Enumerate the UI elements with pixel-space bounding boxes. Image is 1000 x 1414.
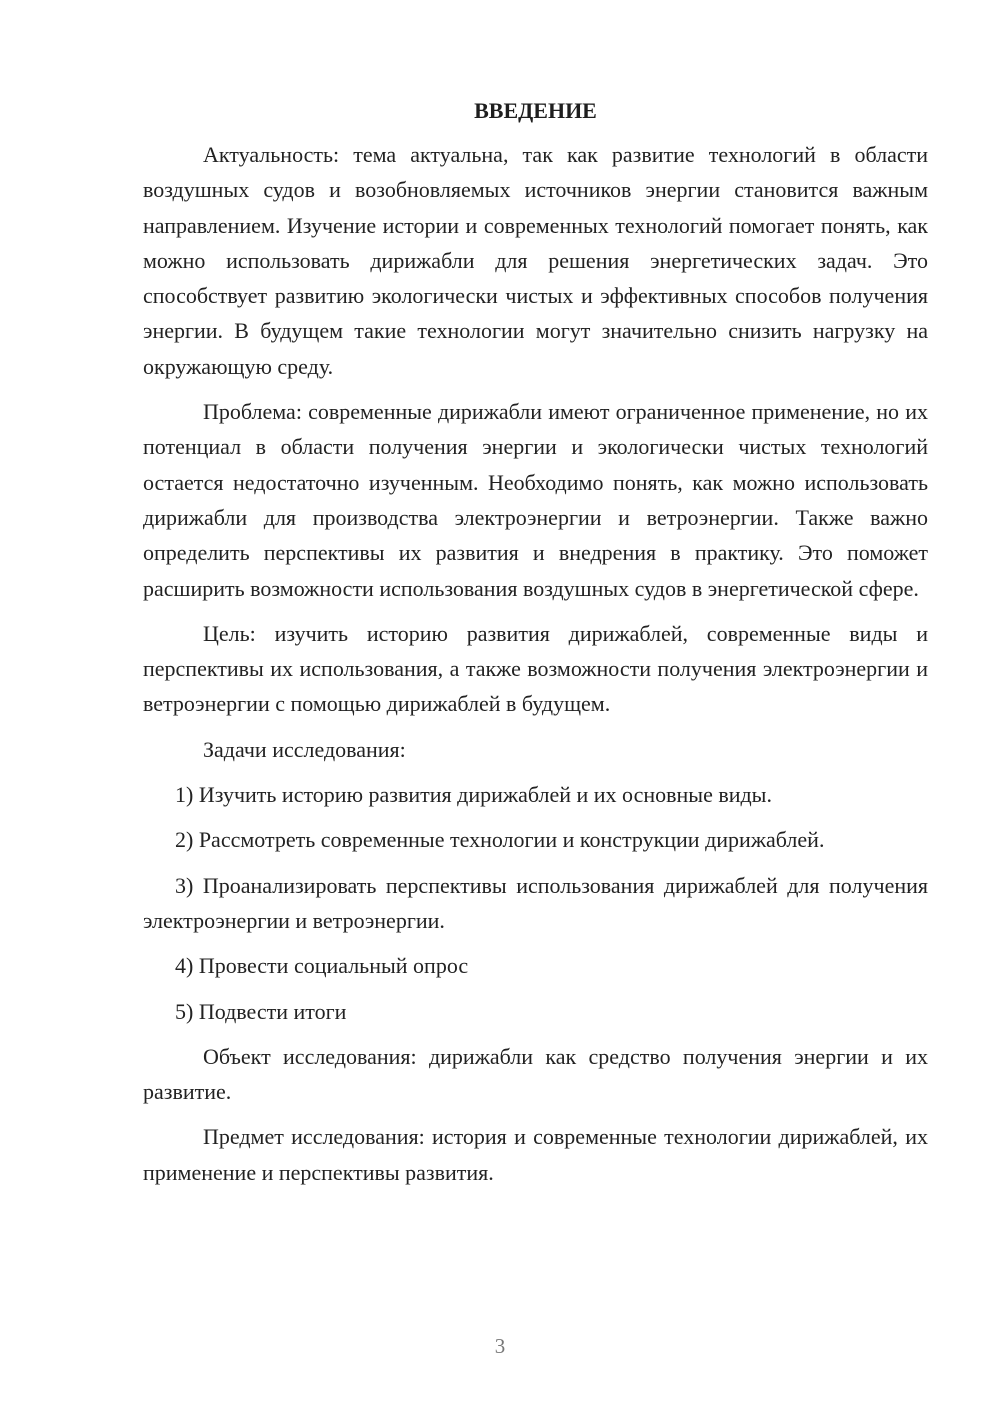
- paragraph-problem: Проблема: современные дирижабли имеют ограниченное применение, но их потенциал в области получения энергии и экологически чистых технологий остается недостаточно изученным. Необходимо понять, как можно использовать дирижабли для производства электроэнергии и ветроэнергии. Также важно определить перспективы их развития и внедрения в практику. Это поможет расширить возможности использования воздушных судов в энергетической сфере.: [143, 399, 928, 601]
- page-number: 3: [494, 1334, 506, 1358]
- task-item-5: 5) Подвести итоги: [175, 998, 347, 1024]
- tasks-heading: Задачи исследования:: [203, 736, 406, 762]
- task-item-4: 4) Провести социальный опрос: [175, 953, 469, 979]
- paragraph-subject: Предмет исследования: история и современные технологии дирижаблей, их применение и перспективы развития.: [143, 1124, 928, 1185]
- task-item-1: 1) Изучить историю развития дирижаблей и их основные виды.: [175, 782, 772, 808]
- page-content: [143, 95, 928, 1200]
- paragraph-goal: Цель: изучить историю развития дирижаблей, современные виды и перспективы их использования, а также возможности получения электроэнергии и ветроэнергии с помощью дирижаблей в будущем.: [143, 620, 928, 717]
- section-title: ВВЕДЕНИЕ: [474, 98, 597, 123]
- paragraph-object: Объект исследования: дирижабли как средство получения энергии и их развитие.: [143, 1043, 928, 1105]
- task-item-2: 2) Рассмотреть современные технологии и конструкции дирижаблей.: [175, 827, 825, 853]
- task-item-3: 3) Проанализировать перспективы использования дирижаблей для получения электроэнергии и ветроэнергии.: [143, 872, 928, 933]
- paragraph-relevance: Актуальность: тема актуальна, так как развитие технологий в области воздушных судов и возобновляемых источников энергии становится важным направлением. Изучение истории и современных технологий помогает понять, как можно использовать дирижабли для решения энергетических задач. Это способствует развитию экологически чистых и эффективных способов получения энергии. В будущем такие технологии могут значительно снизить нагрузку на окружающую среду.: [143, 142, 928, 379]
